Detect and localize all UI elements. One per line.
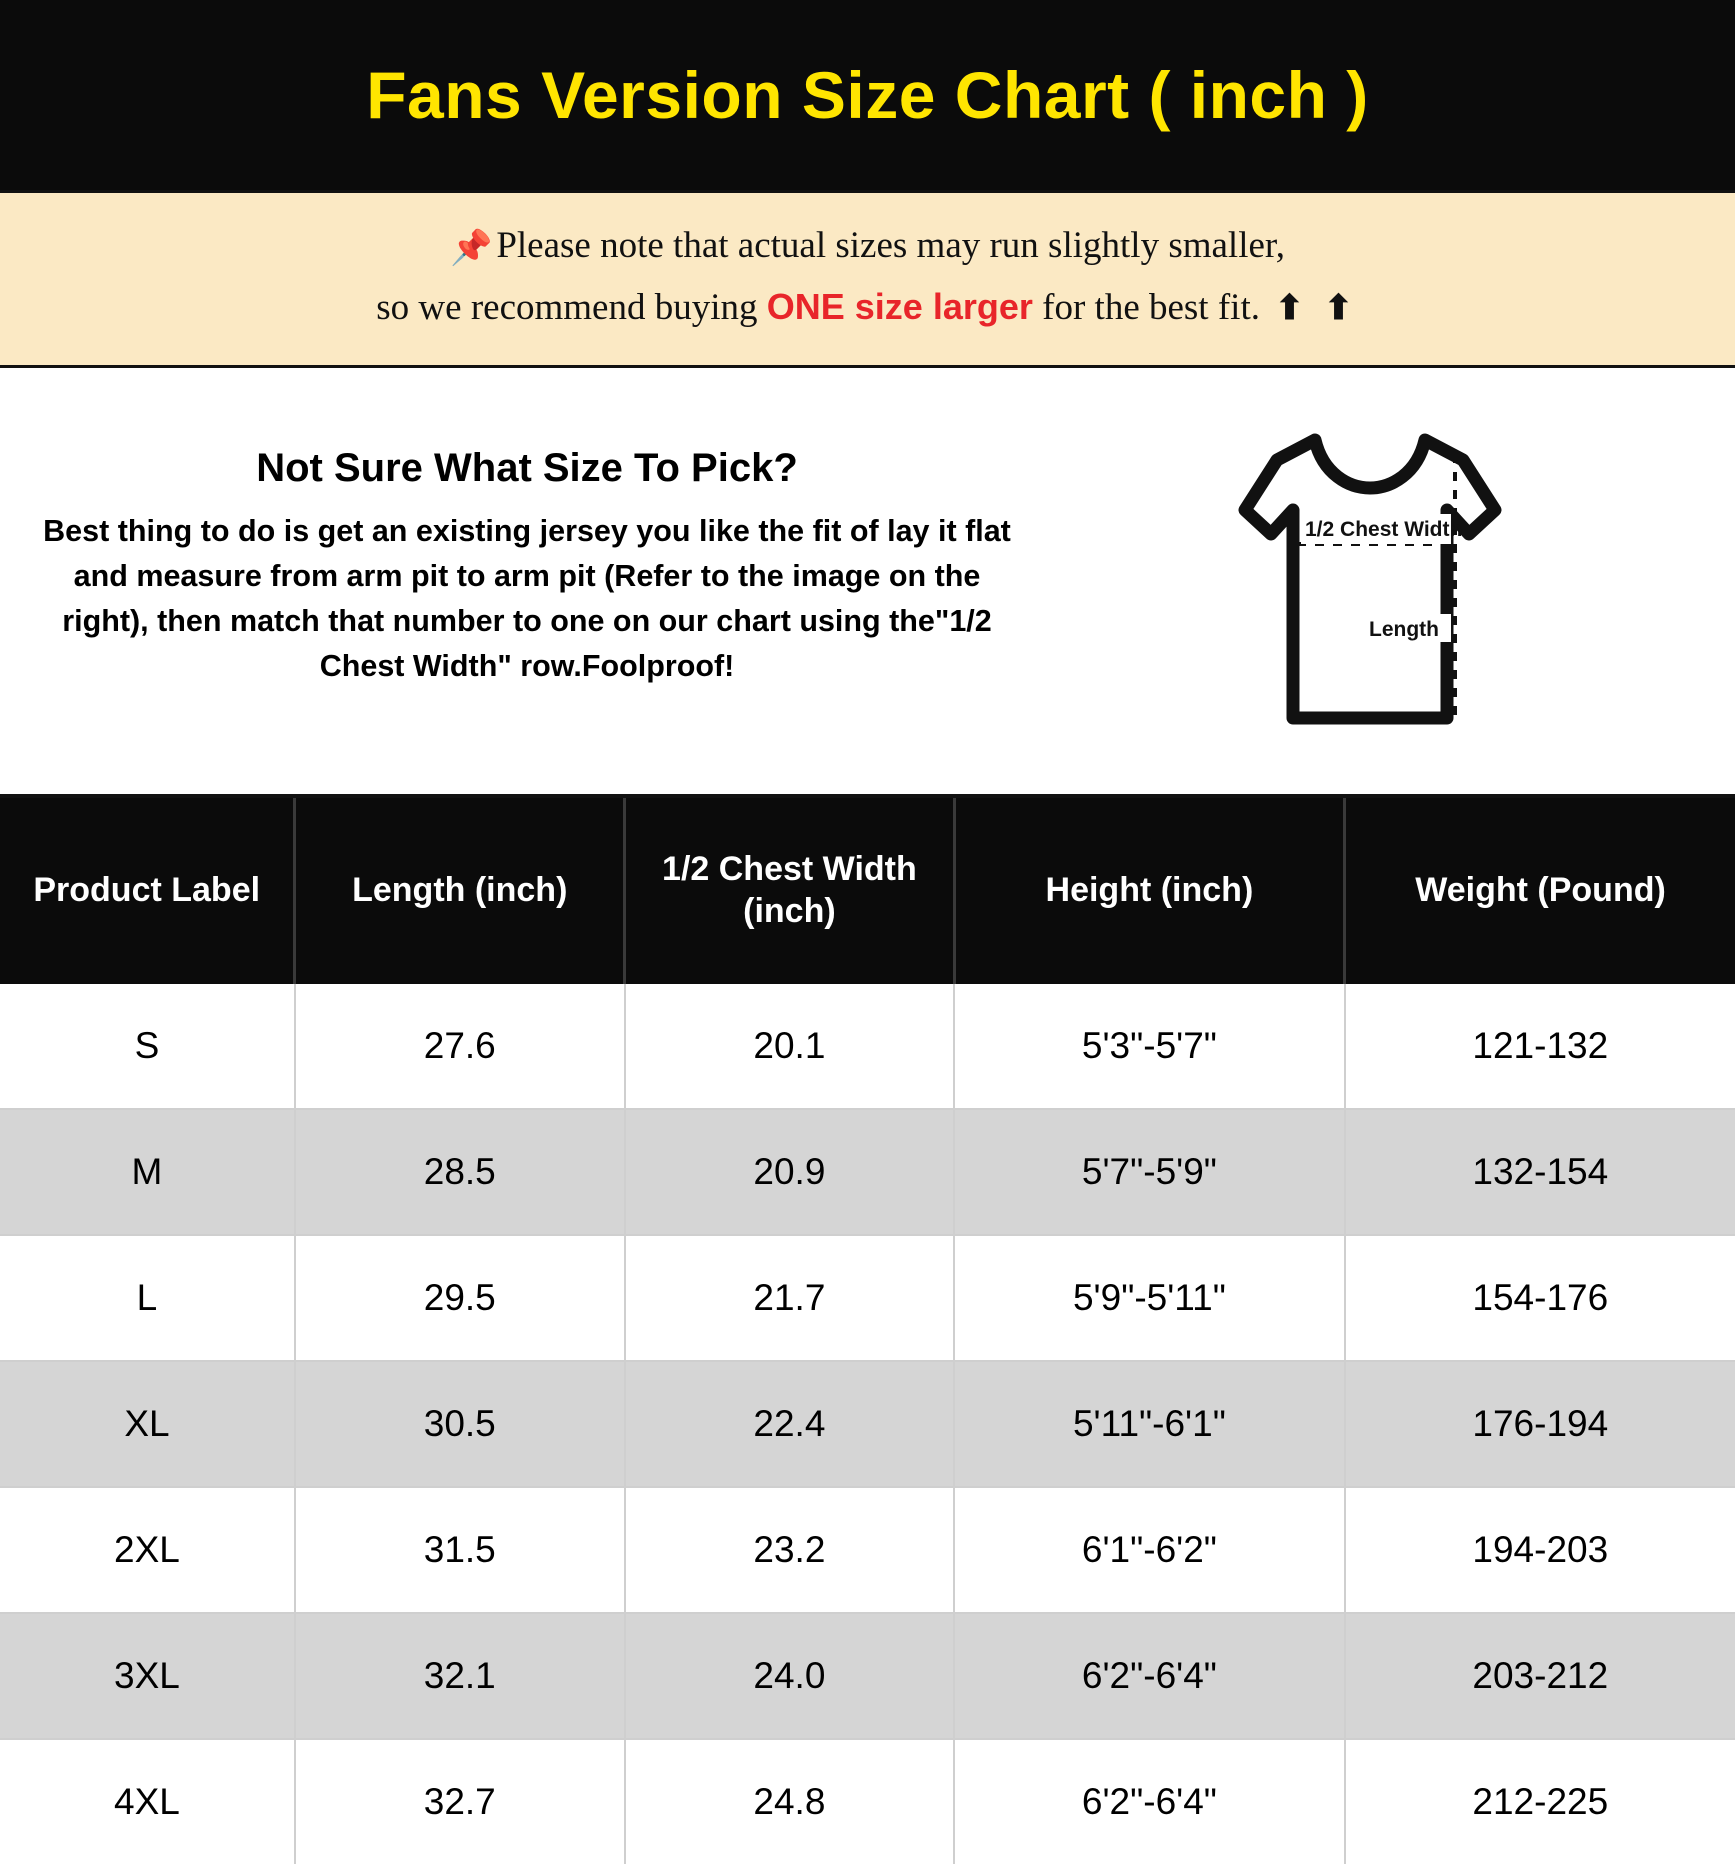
cell-length: 32.7 (295, 1739, 625, 1864)
cell-size-label: L (0, 1235, 295, 1361)
cell-height: 5'11"-6'1" (954, 1361, 1344, 1487)
note-line-2 (20, 281, 1715, 335)
chest-label: 1/2 Chest Width (1304, 517, 1462, 541)
cell-chest: 24.8 (625, 1739, 955, 1864)
cell-height: 5'3"-5'7" (954, 984, 1344, 1109)
tshirt-diagram (1032, 408, 1707, 748)
cell-size-label: 3XL (0, 1613, 295, 1739)
cell-weight: 121-132 (1345, 984, 1735, 1109)
page-title: Fans Version Size Chart ( inch ) (366, 58, 1369, 132)
table-row (0, 1613, 1735, 1739)
table-row (0, 984, 1735, 1109)
table-row (0, 1235, 1735, 1361)
size-table-wrap (0, 798, 1735, 1864)
note-text-2-after: for the best fit. (1032, 287, 1270, 329)
table-header-row (0, 798, 1735, 984)
cell-length: 31.5 (295, 1487, 625, 1613)
info-body: Best thing to do is get an existing jersey you like the fit of lay it flat and measure from arm pit to arm pit (Refer to the image on the right), then match that number to one on our chart using the"1/2 Chest Width" row.Foolproof! (43, 513, 1011, 684)
cell-size-label: XL (0, 1361, 295, 1487)
cell-size-label: M (0, 1109, 295, 1235)
note-band (0, 190, 1735, 368)
cell-chest: 20.9 (625, 1109, 955, 1235)
arrow-up-icon: ⬆ ⬆ (1275, 290, 1359, 328)
note-text-1: Please note that actual sizes may run slightly smaller, (496, 225, 1285, 266)
header-length: Length (inch) (295, 798, 625, 984)
cell-length: 32.1 (295, 1613, 625, 1739)
header-chest-width: 1/2 Chest Width (inch) (625, 798, 955, 984)
header-product-label: Product Label (0, 798, 295, 984)
cell-chest: 20.1 (625, 984, 955, 1109)
size-table (0, 798, 1735, 1864)
table-row (0, 1361, 1735, 1487)
title-bar (0, 0, 1735, 190)
cell-size-label: 2XL (0, 1487, 295, 1613)
cell-height: 5'9"-5'11" (954, 1235, 1344, 1361)
cell-length: 28.5 (295, 1109, 625, 1235)
table-row (0, 1739, 1735, 1864)
cell-chest: 24.0 (625, 1613, 955, 1739)
info-text-block (22, 408, 1032, 690)
cell-height: 6'1"-6'2" (954, 1487, 1344, 1613)
table-row (0, 1487, 1735, 1613)
table-row (0, 1109, 1735, 1235)
cell-chest: 22.4 (625, 1361, 955, 1487)
cell-weight: 212-225 (1345, 1739, 1735, 1864)
cell-weight: 194-203 (1345, 1487, 1735, 1613)
cell-height: 5'7"-5'9" (954, 1109, 1344, 1235)
info-section (0, 368, 1735, 798)
length-label: Length (1368, 617, 1439, 641)
cell-length: 30.5 (295, 1361, 625, 1487)
cell-weight: 176-194 (1345, 1361, 1735, 1487)
cell-weight: 203-212 (1345, 1613, 1735, 1739)
cell-size-label: 4XL (0, 1739, 295, 1864)
info-heading: Not Sure What Size To Pick? (256, 445, 798, 490)
note-emphasis: ONE size larger (766, 286, 1033, 328)
pushpin-icon: 📌 (449, 230, 493, 267)
cell-size-label: S (0, 984, 295, 1109)
cell-chest: 23.2 (625, 1487, 955, 1613)
cell-weight: 154-176 (1345, 1235, 1735, 1361)
cell-height: 6'2"-6'4" (954, 1739, 1344, 1864)
note-line-1 (20, 219, 1715, 273)
cell-height: 6'2"-6'4" (954, 1613, 1344, 1739)
cell-length: 27.6 (295, 984, 625, 1109)
header-height: Height (inch) (954, 798, 1344, 984)
note-text-2-before: so we recommend buying (376, 287, 767, 329)
cell-length: 29.5 (295, 1235, 625, 1361)
cell-weight: 132-154 (1345, 1109, 1735, 1235)
tshirt-icon (1205, 418, 1535, 748)
header-weight: Weight (Pound) (1345, 798, 1735, 984)
cell-chest: 21.7 (625, 1235, 955, 1361)
